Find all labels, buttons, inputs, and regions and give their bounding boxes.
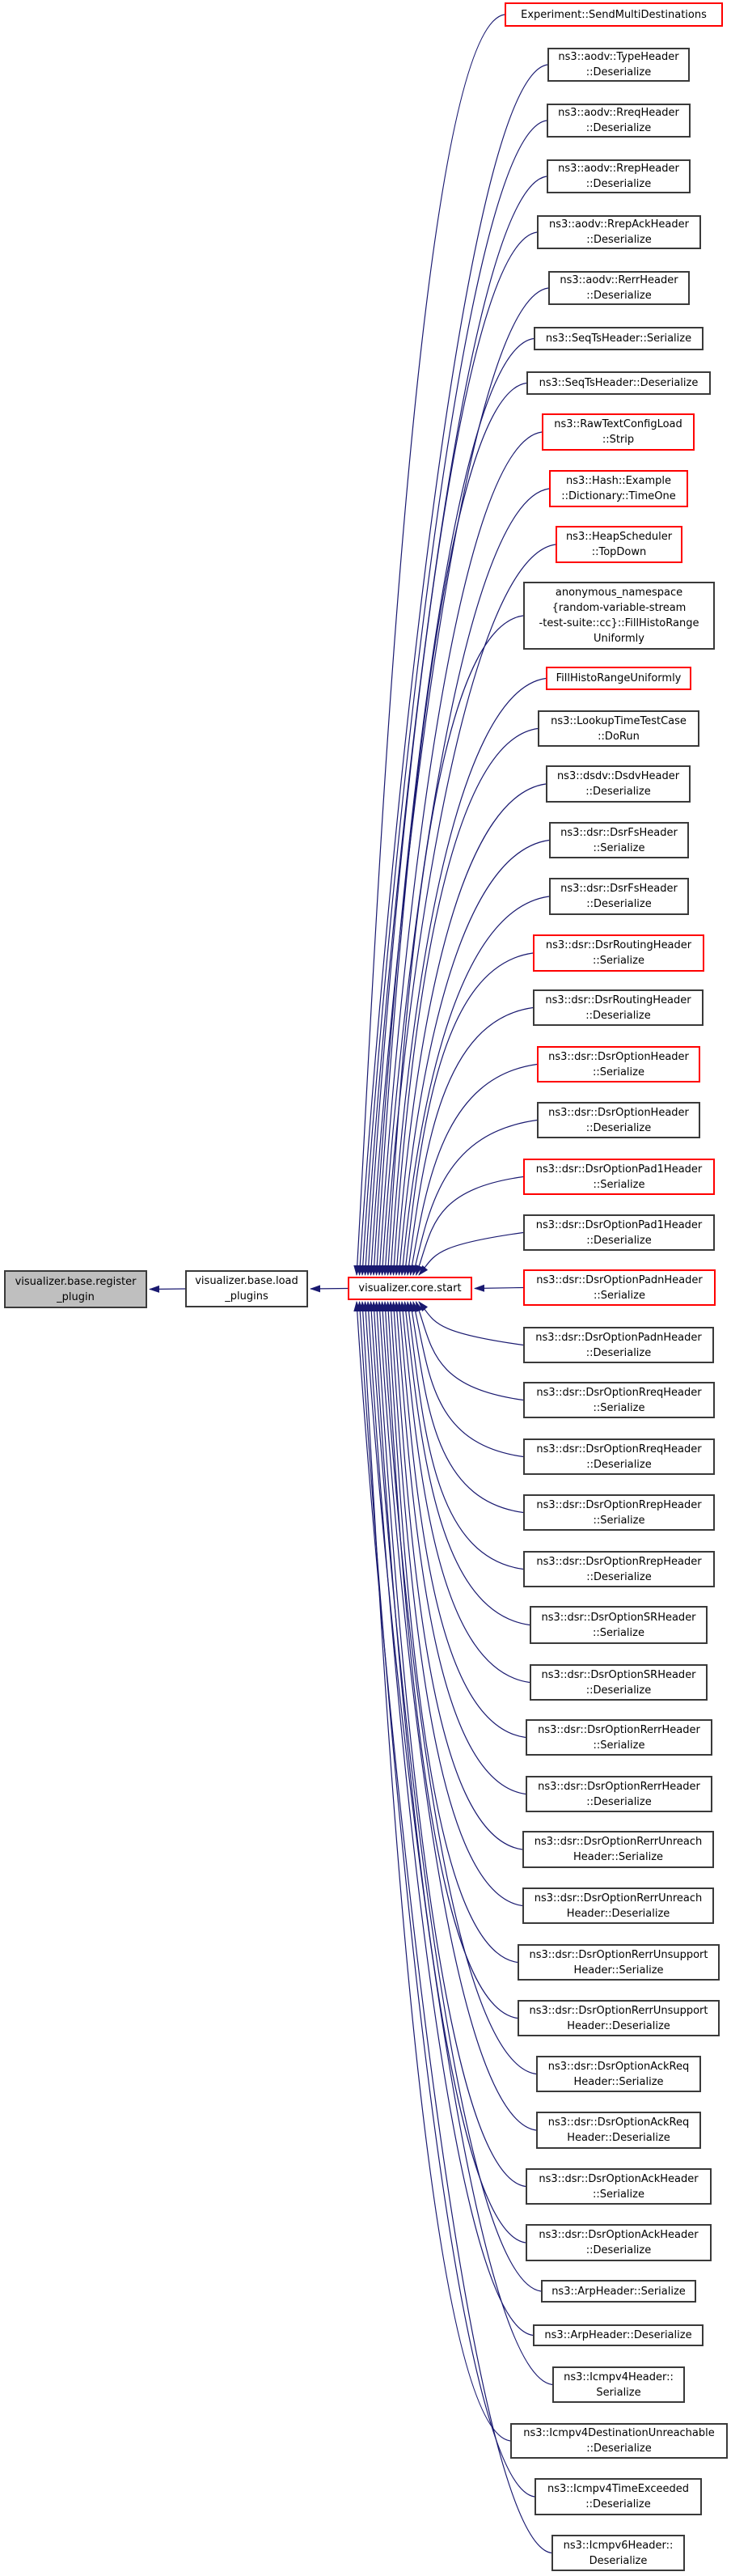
node-r27[interactable] [523, 1438, 715, 1475]
call-edge [374, 339, 534, 1276]
node-label-line: Header::Deserialize [566, 1907, 670, 1920]
call-edge [377, 383, 527, 1276]
node-label-line: -test-suite::cc}::FillHistoRange [539, 617, 699, 629]
node-r5[interactable] [537, 215, 701, 249]
node-r29[interactable] [523, 1551, 715, 1587]
node-label-line: ns3::dsr::DsrOptionPadnHeader [536, 1273, 703, 1286]
node-label-line: _plugins [225, 1290, 268, 1303]
node-label-line: ns3::dsr::DsrOptionPad1Header [535, 1163, 703, 1176]
node-label-line: ns3::dsr::DsrOptionPadnHeader [535, 1331, 702, 1344]
node-label-line: ::Deserialize [585, 1009, 651, 1022]
node-r35[interactable] [522, 1888, 714, 1924]
node-r13[interactable] [546, 667, 691, 690]
node-label-line: ns3::HeapScheduler [565, 531, 673, 543]
call-edge [416, 1177, 524, 1276]
node-label-line: ::Deserialize [586, 290, 652, 302]
node-label-line: FillHistoRangeUniformly [556, 672, 682, 684]
node-label-line: ::Deserialize [585, 2244, 652, 2256]
call-edge [416, 1302, 524, 1400]
node-label-line: Header::Serialize [573, 1851, 664, 1863]
node-r24[interactable] [523, 1269, 716, 1306]
node-label-line: ::Serialize [593, 1178, 645, 1191]
call-edge [396, 1302, 526, 1794]
call-edge [360, 65, 548, 1275]
node-r3[interactable] [547, 104, 691, 138]
call-edge [399, 841, 550, 1276]
node-label-line: visualizer.core.start [358, 1282, 462, 1294]
node-label-line: ::Serialize [594, 1289, 645, 1302]
call-edge [379, 1302, 536, 2130]
node-r40[interactable] [526, 2168, 712, 2205]
node-r8[interactable] [526, 371, 711, 395]
node-label-line: ns3::dsr::DsrFsHeader [560, 883, 678, 895]
node-label-line: ns3::dsr::DsrOptionRerrUnsupport [529, 1948, 708, 1961]
node-label-line: ns3::Icmpv4Header:: [564, 2371, 674, 2383]
node-label-line: Header::Deserialize [567, 2132, 670, 2144]
call-edge [394, 1302, 523, 1849]
node-r37[interactable] [518, 2000, 720, 2036]
node-label-line: ::Deserialize [585, 2498, 651, 2510]
node-label-line: {random-variable-stream [551, 602, 687, 614]
node-r32[interactable] [526, 1719, 712, 1756]
node-label-line: Uniformly [594, 633, 644, 645]
node-label-line: ns3::aodv::TypeHeader [558, 51, 679, 63]
node-label-line: Experiment::SendMultiDestinations [521, 8, 707, 21]
node-r34[interactable] [522, 1831, 714, 1868]
node-label-line: ns3::dsr::DsrOptionRerrHeader [538, 1723, 700, 1736]
node-label-line: ::Deserialize [586, 1458, 652, 1471]
node-r16[interactable] [549, 822, 689, 858]
node-r20[interactable] [537, 1046, 700, 1083]
node-label-line: ns3::RawTextConfigLoad [554, 418, 682, 430]
node-r4[interactable] [547, 159, 691, 193]
node-label-line: ::TopDown [591, 546, 647, 558]
call-edge [419, 1302, 523, 1345]
node-r15[interactable] [546, 765, 691, 803]
call-edge [371, 1302, 542, 2291]
node-label-line: ns3::dsr::DsrOptionRerrHeader [538, 1780, 700, 1793]
node-label-line: ns3::aodv::RerrHeader [560, 274, 678, 286]
node-label-line: ::Serialize [593, 1739, 645, 1752]
node-r6[interactable] [548, 271, 690, 305]
node-label-line: ::Serialize [593, 2188, 644, 2201]
node-label-line: Serialize [596, 2386, 641, 2399]
node-label-line: ::Deserialize [586, 1795, 652, 1808]
node-label-line: ::Deserialize [585, 786, 651, 798]
node-label-line: ::Deserialize [585, 1121, 652, 1134]
call-edge [413, 1121, 537, 1276]
node-label-line: ::Deserialize [585, 122, 652, 134]
node-label-line: ::Deserialize [586, 1570, 652, 1583]
node-load_plugins[interactable] [185, 1270, 308, 1307]
node-r2[interactable] [547, 48, 690, 82]
node-label-line: ns3::dsr::DsrRoutingHeader [545, 994, 691, 1006]
call-edge [402, 1302, 530, 1683]
node-r41[interactable] [526, 2224, 712, 2261]
node-label-line: ns3::SeqTsHeader::Deserialize [539, 377, 699, 389]
node-label-line: ns3::LookupTimeTestCase [551, 714, 687, 727]
node-label-line: ns3::Icmpv6Header:: [563, 2539, 674, 2552]
node-r18[interactable] [533, 934, 704, 972]
node-label-line: ns3::dsr::DsrOptionSRHeader [541, 1611, 696, 1624]
node-r9[interactable] [542, 413, 695, 451]
node-r21[interactable] [537, 1102, 700, 1138]
call-edge [419, 1233, 523, 1276]
node-core_start[interactable] [348, 1277, 472, 1300]
call-edge [413, 1302, 523, 1457]
node-r10[interactable] [549, 470, 688, 507]
node-label-line: ::Serialize [593, 955, 644, 967]
node-label-line: ns3::dsr::DsrOptionAckHeader [539, 2172, 699, 2185]
node-label-line: ::Deserialize [585, 66, 652, 78]
node-label-line: ns3::aodv::RrepHeader [558, 163, 679, 175]
node-label-line: ns3::Icmpv4TimeExceeded [547, 2483, 690, 2495]
node-label-line: ns3::dsr::DsrOptionRerrUnreach [534, 1836, 703, 1848]
node-label-line: ns3::aodv::RreqHeader [558, 107, 679, 119]
node-label-line: ::Deserialize [586, 2443, 652, 2455]
node-r26[interactable] [523, 1382, 715, 1418]
call-edge [411, 1302, 524, 1513]
node-label-line: ns3::dsr::DsrRoutingHeader [545, 939, 692, 951]
node-label-line: ns3::dsr::DsrOptionRerrUnreach [534, 1892, 703, 1904]
node-label-line: ::Serialize [593, 1514, 645, 1527]
node-label-line: ns3::dsr::DsrOptionPad1Header [535, 1218, 703, 1231]
node-r46[interactable] [535, 2478, 702, 2515]
call-edge [399, 1302, 526, 1738]
node-label-line: ::Deserialize [586, 898, 652, 910]
node-r12[interactable] [523, 582, 715, 650]
node-label-line: ::Deserialize [585, 1684, 652, 1697]
node-label-line: ns3::dsr::DsrOptionHeader [548, 1106, 689, 1119]
node-label-line: ns3::SeqTsHeader::Serialize [545, 333, 692, 345]
node-label-line: visualizer.base.register [15, 1275, 137, 1288]
node-r43[interactable] [533, 2324, 704, 2346]
call-edge [475, 1288, 523, 1289]
node-r19[interactable] [533, 989, 704, 1026]
node-label-line: ::Serialize [593, 1401, 645, 1414]
call-edge [368, 232, 537, 1275]
node-label-line: Header::Serialize [573, 2075, 664, 2088]
node-r25[interactable] [523, 1327, 714, 1363]
node-label-line: ::DoRun [598, 730, 640, 743]
node-label-line: ns3::dsr::DsrOptionHeader [548, 1050, 689, 1063]
node-register_plugin[interactable] [4, 1270, 147, 1308]
node-r14[interactable] [538, 710, 699, 747]
node-label-line: ::Serialize [593, 1066, 644, 1078]
node-label-line: ns3::dsr::DsrOptionRerrUnsupport [529, 2004, 708, 2017]
node-label-line: Header::Deserialize [567, 2019, 670, 2032]
node-r45[interactable] [510, 2423, 728, 2459]
node-r30[interactable] [530, 1606, 708, 1644]
call-edge [411, 1065, 538, 1276]
node-r11[interactable] [556, 526, 682, 563]
node-label-line: Deserialize [589, 2554, 648, 2567]
node-label-line: ns3::dsr::DsrFsHeader [560, 826, 678, 839]
node-label-line: ns3::Icmpv4DestinationUnreachable [523, 2427, 715, 2439]
node-r39[interactable] [536, 2112, 701, 2149]
node-label-line: ::Serialize [593, 1626, 644, 1639]
node-label-line: ::Deserialize [586, 1234, 652, 1247]
node-label-line: ns3::dsr::DsrOptionRrepHeader [536, 1498, 702, 1511]
node-label-line: ::Deserialize [586, 234, 652, 246]
node-label-line: ::Strip [602, 434, 635, 446]
node-label-line: ::Serialize [593, 841, 645, 854]
node-label-line: ns3::ArpHeader::Serialize [551, 2285, 686, 2298]
node-label-line: ns3::dsr::DsrOptionSRHeader [541, 1668, 696, 1681]
node-label-line: ns3::Hash::Example [566, 475, 671, 487]
node-label-line: ns3::dsr::DsrOptionRrepHeader [536, 1555, 702, 1568]
node-label-line: ns3::ArpHeader::Deserialize [544, 2329, 692, 2341]
node-label-line: ns3::dsr::DsrOptionRreqHeader [536, 1443, 702, 1455]
node-label-line: Header::Serialize [573, 1964, 664, 1976]
call-edge [150, 1289, 185, 1290]
node-r1[interactable] [505, 2, 723, 27]
node-r42[interactable] [541, 2280, 696, 2303]
node-r17[interactable] [549, 878, 689, 915]
node-r44[interactable] [552, 2366, 685, 2403]
node-label-line: ::Deserialize [585, 178, 652, 190]
node-r22[interactable] [523, 1159, 715, 1195]
node-r7[interactable] [534, 327, 704, 350]
node-label-line: ns3::aodv::RrepAckHeader [549, 218, 689, 231]
node-label-line: visualizer.base.load [195, 1275, 298, 1287]
node-r38[interactable] [536, 2056, 701, 2092]
node-label-line: _plugin [57, 1290, 95, 1303]
node-label-line: ns3::dsr::DsrOptionAckReq [547, 2060, 690, 2073]
call-edge [408, 1008, 533, 1276]
node-r31[interactable] [530, 1664, 708, 1701]
node-r36[interactable] [518, 1944, 720, 1981]
call-edge [408, 1302, 523, 1570]
call-edge [311, 1289, 348, 1290]
call-edge [405, 953, 534, 1275]
node-label-line: ::Deserialize [585, 1346, 652, 1359]
node-label-line: anonymous_namespace [555, 587, 683, 599]
node-r23[interactable] [523, 1214, 715, 1251]
node-r28[interactable] [523, 1494, 715, 1531]
node-label-line: ns3::dsr::DsrOptionAckReq [547, 2116, 690, 2129]
node-r47[interactable] [551, 2535, 685, 2571]
node-label-line: ns3::dsr::DsrOptionRreqHeader [536, 1386, 702, 1399]
node-label-line: ns3::dsdv::DsdvHeader [556, 770, 680, 782]
call-edge [396, 784, 546, 1275]
node-label-line: ns3::dsr::DsrOptionAckHeader [539, 2229, 699, 2241]
node-r33[interactable] [526, 1776, 712, 1812]
node-label-line: ::Dictionary::TimeOne [561, 490, 676, 502]
call-edge [366, 176, 547, 1275]
